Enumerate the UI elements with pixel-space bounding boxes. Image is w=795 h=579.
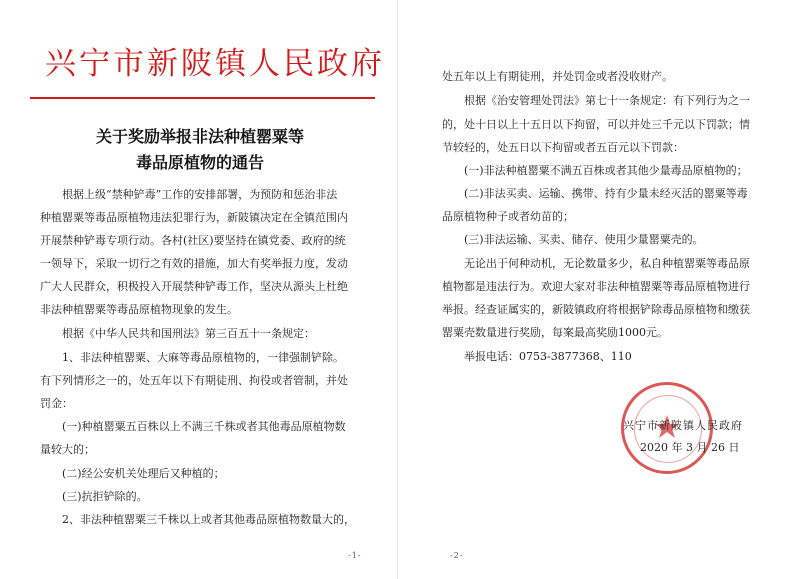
body-line: 有下列情形之一的，处五年以下有期徒刑、拘役或者管制，并处 — [40, 374, 348, 387]
body-line: 无论出于何种动机，无论数量多少，私自种植罂粟等毒品原 — [464, 257, 750, 270]
body-line: (二)非法买卖、运输、携带、持有少量未经灭活的罂粟等毒 — [464, 187, 748, 200]
body-line: 开展禁种铲毒专项行动。各村(社区)要坚持在镇党委、政府的统 — [40, 234, 346, 247]
signature-date: 2020 年 3 月 26 日 — [640, 441, 740, 454]
letterhead: 兴宁市新陂镇人民政府 — [45, 46, 385, 82]
body-line: 量较大的； — [40, 443, 95, 456]
body-line: 罚金： — [40, 397, 73, 410]
body-line: 的，处十日以上十五日以下拘留，可以并处三千元以下罚款；情 — [442, 118, 750, 131]
body-line: 植物都是违法行为。欢迎大家对非法种植罂粟等毒品原植物进行 — [442, 280, 750, 293]
body-line: 罂粟壳数量进行奖励，每案最高奖励1000元。 — [442, 326, 668, 339]
page-2 — [398, 0, 795, 579]
body-line: 举报电话：0753-3877368、110 — [464, 350, 632, 363]
body-line: (一)非法种植罂粟不满五百株或者其他少量毒品原植物的； — [464, 164, 748, 177]
body-line: 节较轻的，处五日以下拘留或者五百元以下罚款： — [442, 141, 684, 154]
body-line: (二)经公安机关处理后又种植的； — [62, 467, 225, 480]
body-line: 品原植物种子或者幼苗的； — [442, 210, 574, 223]
body-line: 根据《治安管理处罚法》第七十一条规定：有下列行为之一 — [464, 94, 750, 107]
page-number: -1- — [348, 551, 362, 560]
notice-title-line-1: 关于奖励举报非法种植罂粟等 — [95, 127, 304, 146]
body-line: 非法种植罂粟等毒品原植物现象的发生。 — [40, 303, 238, 316]
signature-org: 兴宁市新陂镇人民政府 — [623, 419, 743, 432]
body-line: 种植罂粟等毒品原植物违法犯罪行为，新陂镇决定在全镇范围内 — [40, 211, 348, 224]
body-line: (一)种植罂粟五百株以上不满三千株或者其他毒品原植物数 — [62, 420, 346, 433]
body-line: (三)抗拒铲除的。 — [62, 490, 148, 503]
body-line: 一领导下，采取一切行之有效的措施，加大有奖举报力度，发动 — [40, 257, 348, 270]
body-line: 根据《中华人民共和国刑法》第三百五十一条规定： — [62, 327, 315, 340]
notice-title-line-2: 毒品原植物的通告 — [135, 153, 264, 172]
body-line: 举报。经查证属实的，新陂镇政府将根据铲除毒品原植物和缴获 — [442, 303, 750, 316]
body-line: 广大人民群众，积极投入开展禁种铲毒工作，坚决从源头上杜绝 — [40, 280, 348, 293]
page-number: -2- — [450, 551, 464, 560]
body-line: 根据上级“禁种铲毒”工作的安排部署，为预防和惩治非法 — [62, 188, 338, 201]
body-line: 2、非法种植罂粟三千株以上或者其他毒品原植物数量大的， — [62, 513, 355, 526]
body-line: (三)非法运输、买卖、储存、使用少量罂粟壳的。 — [464, 233, 704, 246]
body-line: 1、非法种植罂粟、大麻等毒品原植物的，一律强制铲除。 — [62, 351, 344, 364]
body-line: 处五年以上有期徒刑，并处罚金或者没收财产。 — [442, 70, 673, 83]
letterhead-rule — [30, 97, 375, 99]
notice-title — [40, 124, 360, 176]
